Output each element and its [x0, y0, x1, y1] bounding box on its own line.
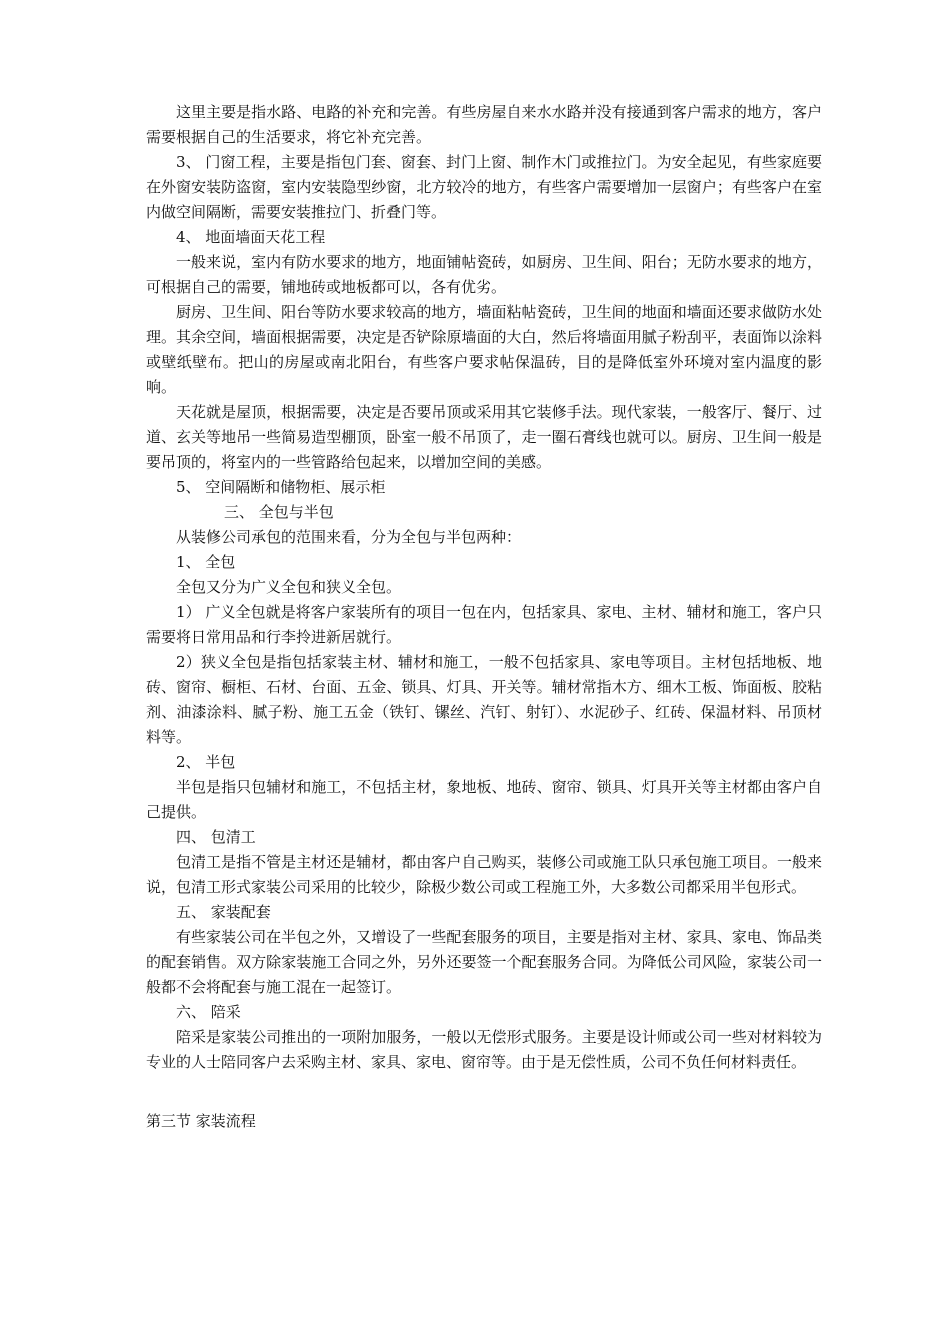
- paragraph: 这里主要是指水路、电路的补充和完善。有些房屋自来水水路并没有接通到客户需求的地方，客户需要根据自己的生活要求，将它补充完善。: [146, 103, 822, 146]
- section-heading-3: 三、 全包与半包: [224, 503, 334, 521]
- document-page: [146, 100, 822, 1134]
- paragraph: 天花就是屋顶，根据需要，决定是否要吊顶或采用其它装修手法。现代家装，一般客厅、餐厅、过道、玄关等地吊一些简易造型棚顶，卧室一般不吊顶了，走一圈石膏线也就可以。厨房、卫生间一般是要吊顶的，将室内的一些管路给包起来，以增加空间的美感。: [146, 403, 822, 471]
- spacer: [146, 1075, 822, 1109]
- chapter-section-heading: 第三节 家装流程: [146, 1112, 256, 1130]
- paragraph: 从装修公司承包的范围来看，分为全包与半包两种：: [176, 528, 522, 546]
- paragraph: 1） 广义全包就是将客户家装所有的项目一包在内，包括家具、家电、主材、辅材和施工，客户只需要将日常用品和行李拎进新居就行。: [146, 603, 822, 646]
- paragraph: 包清工是指不管是主材还是辅材，都由客户自己购买，装修公司或施工队只承包施工项目。一般来说，包清工形式家装公司采用的比较少，除极少数公司或工程施工外，大多数公司都采用半包形式。: [146, 853, 822, 896]
- heading-item: 1、 全包: [176, 553, 236, 571]
- heading-item: 5、 空间隔断和储物柜、展示柜: [176, 478, 386, 496]
- paragraph: 一般来说，室内有防水要求的地方，地面铺帖瓷砖，如厨房、卫生间、阳台；无防水要求的地方，可根据自己的需要，铺地砖或地板都可以，各有优劣。: [146, 253, 822, 296]
- heading-item: 四、 包清工: [176, 828, 256, 846]
- heading-item: 五、 家装配套: [176, 903, 271, 921]
- paragraph: 厨房、卫生间、阳台等防水要求较高的地方，墙面粘帖瓷砖，卫生间的地面和墙面还要求做防水处理。其余空间，墙面根据需要，决定是否铲除原墙面的大白，然后将墙面用腻子粉刮平，表面饰以涂料或壁纸壁布。把山的房屋或南北阳台，有些客户要求帖保温砖，目的是降低室外环境对室内温度的影响。: [146, 303, 822, 396]
- heading-item: 4、 地面墙面天花工程: [176, 228, 326, 246]
- heading-item: 2、 半包: [176, 753, 236, 771]
- paragraph: 半包是指只包辅材和施工，不包括主材，象地板、地砖、窗帘、锁具、灯具开关等主材都由客户自己提供。: [146, 778, 822, 821]
- paragraph: 有些家装公司在半包之外，又增设了一些配套服务的项目，主要是指对主材、家具、家电、饰品类的配套销售。双方除家装施工合同之外，另外还要签一个配套服务合同。为降低公司风险，家装公司一般都不会将配套与施工混在一起签订。: [146, 928, 822, 996]
- paragraph: 2）狭义全包是指包括家装主材、辅材和施工，一般不包括家具、家电等项目。主材包括地板、地砖、窗帘、橱柜、石材、台面、五金、锁具、灯具、开关等。辅材常指木方、细木工板、饰面板、胶粘剂、油漆涂料、腻子粉、施工五金（铁钉、镙丝、汽钉、射钉）、水泥砂子、红砖、保温材料、吊顶材料等。: [146, 653, 822, 746]
- heading-item: 六、 陪采: [176, 1003, 241, 1021]
- paragraph: 全包又分为广义全包和狭义全包。: [176, 578, 402, 596]
- paragraph: 3、 门窗工程，主要是指包门套、窗套、封门上窗、制作木门或推拉门。为安全起见，有些家庭要在外窗安装防盗窗，室内安装隐型纱窗，北方较冷的地方，有些客户需要增加一层窗户；有些客户在室内做空间隔断，需要安装推拉门、折叠门等。: [146, 153, 822, 221]
- paragraph: 陪采是家装公司推出的一项附加服务，一般以无偿形式服务。主要是设计师或公司一些对材料较为专业的人士陪同客户去采购主材、家具、家电、窗帘等。由于是无偿性质，公司不负任何材料责任。: [146, 1028, 822, 1071]
